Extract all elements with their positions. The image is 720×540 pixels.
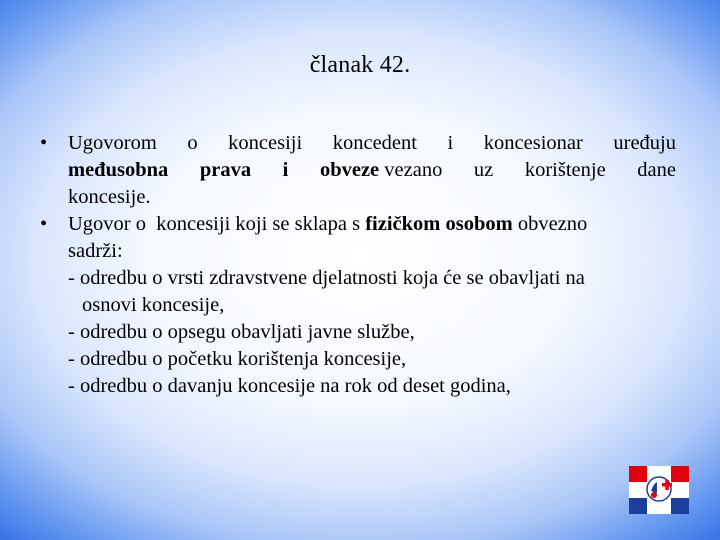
text-run: obvezno [512, 213, 588, 235]
bullet-marker: • [40, 213, 48, 235]
provision-item-2: - odredbu o opsegu obavljati javne službe, [68, 321, 415, 343]
bold-word: i [282, 159, 289, 181]
paragraph-1-line-3: koncesije. [68, 186, 151, 208]
word: dane [637, 159, 676, 181]
paragraph-2-line-2: sadrži: [68, 240, 123, 262]
bullet-paragraph-1 [40, 130, 676, 211]
bold-word: međusobna [68, 159, 169, 181]
slide-title: članak 42. [309, 52, 411, 78]
bullet-marker: • [40, 132, 48, 154]
word: uređuju [613, 132, 676, 154]
paragraph-1-line-2 [68, 157, 676, 184]
red-cross-emblem-icon [629, 466, 689, 514]
bold-word: prava [199, 159, 252, 181]
provision-item-1-continued: osnovi koncesije, [82, 294, 225, 316]
provision-item-4: - odredbu o davanju koncesije na rok od deset godina, [68, 375, 511, 397]
word: koncedent [332, 132, 417, 154]
paragraph-1-line-1 [68, 130, 676, 157]
word: korištenje [524, 159, 606, 181]
word: uz [473, 159, 494, 181]
bullet-paragraph-2 [40, 211, 676, 400]
word: o [187, 132, 198, 154]
word: koncesionar [483, 132, 583, 154]
provision-item-3: - odredbu o početku korištenja koncesije, [68, 348, 407, 370]
text-run: Ugovor o koncesiji koji se sklapa s [68, 213, 366, 235]
provision-list [68, 265, 676, 400]
bold-word: obveze [319, 159, 380, 181]
bold-text: fizičkom osobom [365, 213, 513, 235]
word: Ugovorom [68, 132, 157, 154]
paragraph-2-line-1 [68, 211, 676, 238]
word: i [447, 132, 454, 154]
word: vezano [384, 159, 443, 181]
provision-item-1: - odredbu o vrsti zdravstvene djelatnosti koja će se obavljati na [68, 267, 585, 289]
slide-body [40, 130, 676, 400]
word: koncesiji [228, 132, 303, 154]
